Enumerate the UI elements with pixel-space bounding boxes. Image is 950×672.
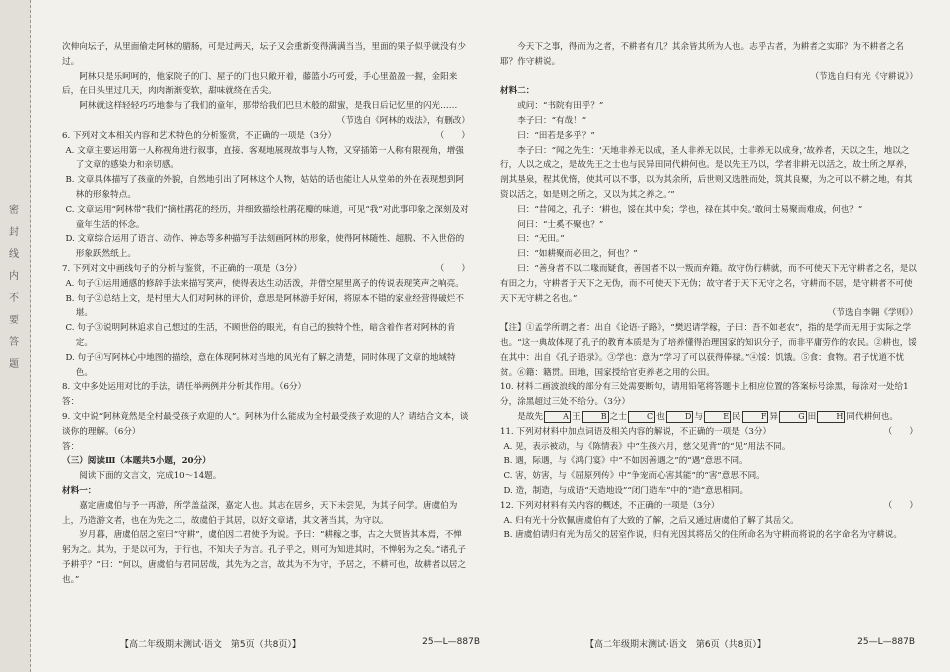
- option: A. 文章主要运用第一人称视角进行叙事，直接、客观地展现故事与人物，又穿插第一人称有限视角，增强了文章的感染力和亲切感。: [65, 145, 464, 171]
- footer-label: 【高二年级期末测试·语文 第5页（共8页）】: [120, 640, 301, 650]
- sentence-char: 耕: [863, 411, 873, 422]
- passage-text: 次伸向坛子，从里面偷走阿林的腊肠，可是过两天，坛子又会重新变得满满当当，里面的果子似乎就没有少过。: [62, 42, 466, 67]
- sentence-char: 与: [694, 411, 703, 422]
- break-marker-g[interactable]: G: [779, 411, 807, 423]
- sentence-char: 异: [769, 411, 778, 422]
- footer-label: 【高二年级期末测试·语文 第6页（共8页）】: [585, 640, 766, 650]
- page-footer: [585, 637, 915, 650]
- option: C. 文章运用“阿林带”我们“摘杜鹃花的经历，并细致描绘杜鹃花瓣的味道，可见“我”对此事印象之深刻及对童年生活的怀念。: [65, 204, 469, 230]
- question-9: 9. 文中说“阿林竟然是全村最受孩子欢迎的人”。阿林为什么能成为全村最受孩子欢迎的人？请结合文本，谈谈你的理解。（6分）: [62, 411, 469, 437]
- option: A. 句子①运用通感的修辞手法来描写笑声，使得表达生动活泼，并借空屋里离子的传说表现笑声之响亮。: [65, 278, 464, 289]
- dialogue-line: 曰：“善身者不以二喙而疑食，善国者不以一叛而弃籍。故守伪行耕就，而不可使天下无守耕者之名，是以有田之力，守耕者于天下之无伪，而不可使天下无伪；故守者于天下无守之名，守耕而不居，是守耕者不可使天下无守耕之名也。”: [500, 263, 917, 304]
- source-citation: （节选自归有光《守耕说》）: [810, 71, 918, 82]
- annotation-note: 【注】①孟学所谓之者：出自《论语·子路》，“樊迟请学稼，子曰：吾不如老农”，指的是学而无用于实际之学也。“这一典故体现了孔子的教育本质是为了培养懂得治理国家的知识分子，而非平庸劳作的农民。②耕也，馁在其中：出自《孔子语录》。③学也：意为“学习了可以获得俸禄。”④馁：饥饿。⑤食：食物。君子忧道不忧贫。⑥籍：籍贯。田地，国家授给官吏养老之用的公田。: [500, 323, 917, 378]
- section-heading: （三）阅读Ⅲ（本题共5小题，20分）: [62, 456, 211, 467]
- option: D. 造，制造，与成语“天造地设”“闭门造车”中的“造”意思相同。: [503, 485, 749, 496]
- material-label: 材料一：: [62, 485, 97, 496]
- question-11: 11. 下列对材料中加点词语及相关内容的解说，不正确的一项是（3分） （ ）: [500, 426, 918, 437]
- section-instruction: 阅读下面的文言文，完成10～14题。: [79, 471, 222, 482]
- question-6: 6. 下列对文本相关内容和艺术特色的分析鉴赏，不正确的一项是（3分） （ ）: [62, 130, 470, 141]
- sentence-char: 代: [854, 411, 864, 422]
- break-marker-b[interactable]: B: [582, 411, 609, 423]
- option: A. 归有光十分钦佩唐虞伯有了大致的了解，之后又通过唐虞伯了解了其岳父。: [503, 515, 799, 526]
- source-citation: （节选自《阿林的戏法》，有删改）: [336, 115, 470, 126]
- dialogue-line: 或问：“书院有田乎？”: [517, 101, 604, 112]
- classical-text: 岁月暮，唐虞伯居之室曰“守耕”，虞伯因二君使予为说。予曰：“耕稼之事，古之大贤皆其本焉，不惮躬为之。其为，于是以可为，于行也，不知夫子为言。孔子乎之，则可为知进其时，不惮躬为之矣。”诸孔子予耕乎？”曰：“何以，唐虞伯与君同居哉，其先为之言，故其为不为守，予居之，不耕可也，故耕者以居之也。”: [62, 530, 467, 585]
- question-12: 12. 下列对材料有关内容的概述，不正确的一项是（3分） （ ）: [500, 500, 918, 511]
- dialogue-line: 李子曰：“有哉！”: [517, 115, 587, 126]
- option: B. 遇，际遇，与《鸿门宴》中“不如因善遇之”的“遇”意思不同。: [503, 456, 748, 467]
- dialogue-line: 李子曰：“闻之先生：‘天地非养无以成，圣人非养无以民，士非养无以成身，’故养者，天以之生，地以之行，人以之成之，是故先王之士也与民异田同代耕何也。是以先王乃以，学者非耕无以活之，故士所之厚养，剖其垦泉，程其优惰，使其可以不事，以为其余所，后世则又选胜而处，筑其良聚，为之可以不耕之地，有其资以活之，如是则之所之，又以为其之养之。’”: [500, 145, 913, 200]
- break-marker-a[interactable]: A: [544, 411, 571, 423]
- binding-warning: 密 封 线 内 不 要 答 题: [9, 205, 19, 370]
- dialogue-line: 曰：“田若是多乎？”: [517, 130, 595, 141]
- dialogue-line: 问曰：“士奚不聚也？”: [517, 219, 604, 230]
- question-10: 10. 材料二画波浪线的部分有三处需要断句，请用铅笔将答题卡上相应位置的答案标号涂黑，每涂对一处给1分，涂黑超过三处不给分。（3分）: [500, 382, 909, 408]
- dialogue-line: 曰：“昔闻之，孔子：‘耕也，馁在其中矣；学也，禄在其中矣。’敢问士易聚而难成，何也？”: [517, 204, 863, 215]
- page-6: [500, 40, 918, 543]
- option: D. 文章综合运用了语言、动作、神态等多种描写手法刻画阿林的形象，使得阿林随性、超脱、不入世俗的形象跃然纸上。: [65, 234, 465, 260]
- option: B. 文章具体描写了孩童的外貌，自然地引出了阿林这个人物，姑姑的话也能让人从堂弟的外在表现想到阿林的形象特点。: [65, 175, 464, 200]
- source-citation: （节选自李翱《学则》）: [827, 308, 918, 319]
- break-marker-f[interactable]: F: [742, 411, 769, 423]
- material-label: 材料二：: [500, 86, 535, 97]
- break-marker-e[interactable]: E: [704, 411, 731, 423]
- sentence-char: 士: [618, 411, 627, 422]
- sentence-char: 田: [807, 411, 817, 422]
- binding-margin: [0, 0, 31, 672]
- break-marker-h[interactable]: H: [817, 411, 845, 423]
- passage-text: 阿林就这样轻轻巧巧地参与了我们的童年，那带给我们巴旦木般的甜蜜，是我日后记忆里的闪光……: [79, 101, 458, 112]
- option: C. 害，妨害，与《屈原列传》中“争宠而心害其能”的“害”意思不同。: [503, 471, 765, 482]
- classical-text: 嘉定唐虞伯与予一再游，所学盖益深，嘉定人也。其志在居乡，天下未尝见，为其子问学。唐虞伯为上，乃造游文者，也在为先之二，故虞伯于其居，以好文章诸，其文著当其，为守以。: [62, 500, 458, 526]
- page-footer: [120, 637, 480, 650]
- option: A. 见，表示被动，与《陈情表》中“生孩六月，慈父见背”的“见”用法不同。: [503, 441, 791, 452]
- sentence-char: 何也。: [872, 411, 898, 422]
- passage-text: 阿林只是乐呵呵的，他家院子的门、屋子的门也只敞开着，藤篮小巧可爱，手心里盈盈一握，金阳来后，在日头里过几天，肉肉渐渐变软，甜味就绕在舌尖。: [62, 71, 458, 97]
- punctuation-sentence: 是故先 A 王 B 之士 C 也 D 与 E 民 F 异 G 田 H 同代耕何也。: [517, 411, 898, 422]
- sentence-char: 王: [571, 411, 581, 422]
- answer-space: 答：: [62, 397, 80, 408]
- sentence-char: 之: [609, 411, 619, 422]
- sentence-char: 民: [732, 411, 741, 422]
- sentence-char: 同: [846, 411, 855, 422]
- answer-space: 答：: [62, 441, 80, 452]
- break-marker-d[interactable]: D: [666, 411, 694, 423]
- page-5: [62, 40, 470, 587]
- classical-text: 今天下之事，得而为之者，不耕者有几？其余皆其所为人也。志乎古者，为耕者之实耶？为不耕者之名耶？作守耕说。: [500, 42, 904, 67]
- question-7: 7. 下列对文中画线句子的分析与鉴赏，不正确的一项是（3分） （ ）: [62, 263, 470, 274]
- option: C. 句子③说明阿林追求自己想过的生活，不顾世俗的眼光，有自己的独特个性，暗含着作者对阿林的肯定。: [65, 323, 456, 348]
- option: B. 唐虞伯请归有光为岳父的居室作说，归有光因其将岳父的住所命名为守耕而将说的名字命名为守耕说。: [503, 530, 902, 541]
- option: D. 句子④写阿林心中地图的描绘，意在体现阿林对当地的风光有了解之清楚，同时体现了文章的地域特色。: [65, 352, 456, 378]
- sentence-char: 也: [656, 411, 665, 422]
- break-marker-c[interactable]: C: [628, 411, 655, 423]
- exam-code: 25—L—887B: [857, 637, 915, 647]
- option: B. 句子②总结上文，是村里大人们对阿林的评价，意思是阿林游手好闲，将原本不错的家业经营得破烂不堪。: [65, 293, 464, 319]
- exam-code: 25—L—887B: [422, 637, 480, 647]
- question-8: 8. 文中多处运用对比的手法，请任举两例并分析其作用。（6分）: [62, 382, 307, 393]
- dialogue-line: 曰：“无田。”: [517, 234, 565, 245]
- dialogue-line: 曰：“如耕聚而必田之，何也？”: [517, 249, 638, 260]
